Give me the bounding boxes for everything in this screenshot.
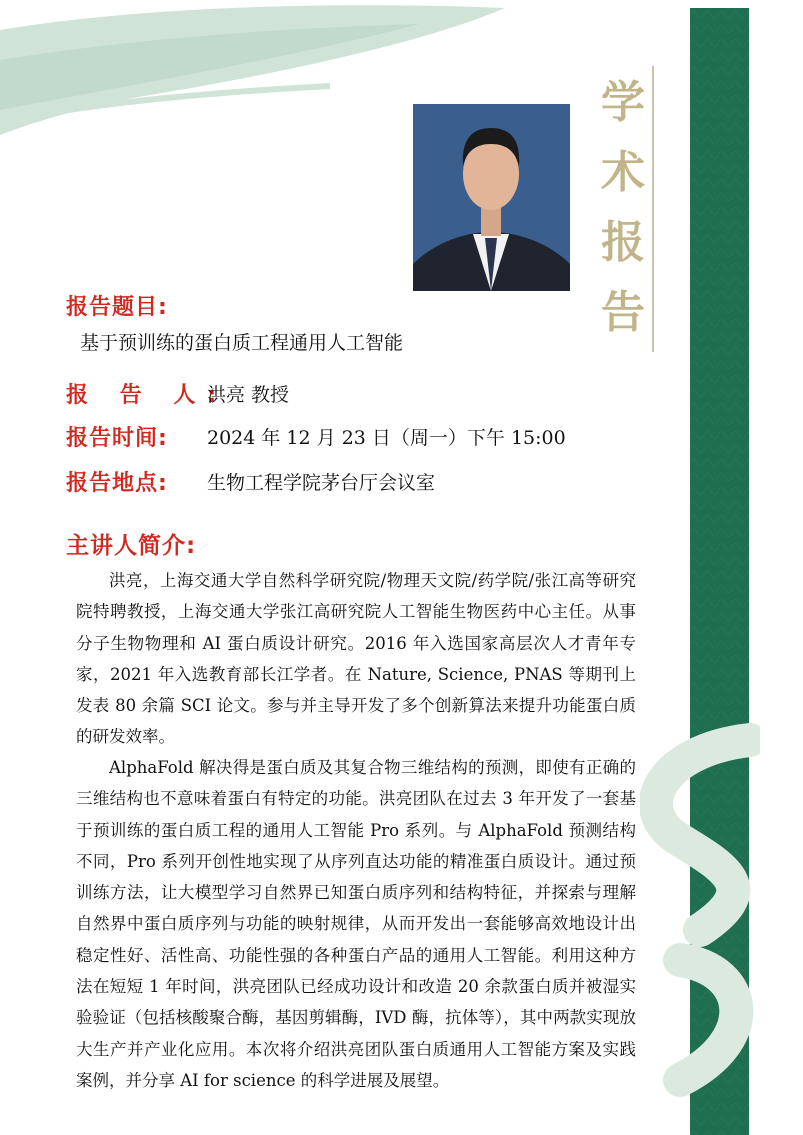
place-label: 报告地点:: [66, 471, 168, 496]
vertical-title-char: 告: [601, 287, 645, 338]
time-value: 2024 年 12 月 23 日（周一）下午 15:00: [207, 427, 566, 449]
title-divider-line: [652, 66, 654, 352]
time-label: 报告时间:: [66, 426, 168, 451]
place-value: 生物工程学院茅台厅会议室: [207, 472, 436, 494]
vertical-title: [594, 68, 652, 348]
intro-heading: 主讲人简介:: [66, 533, 197, 559]
intro-paragraph: AlphaFold 解决得是蛋白质及其复合物三维结构的预测，即使有正确的三维结构也不意味着蛋白有特定的功能。洪亮团队在过去 3 年开发了一套基于预训练的蛋白质工程的通用人工智能 Pro 系列。与 AlphaFold 预测结构不同，Pro 系列开创性地实现了从序列直达功能的精准蛋白质设计。通过预训练方法，让大模型学习自然界已知蛋白质序列和结构特征，并探索与理解自然界中蛋白质序列与功能的映射规律，从而开发出一套能够高效地设计出稳定性好、活性高、功能性强的各种蛋白产品的通用人工智能。利用这种方法在短短 1 年时间，洪亮团队已经成功设计和改造 20 余款蛋白质并被湿实验验证（包括核酸聚合酶，基因剪辑酶，IVD 酶，抗体等），其中两款实现放大生产并产业化应用。本次将介绍洪亮团队蛋白质通用人工智能方案及实践案例，并分享 AI for science 的科学进展及展望。: [76, 758, 636, 1090]
background-swoosh-decoration: [640, 720, 760, 1100]
speaker-portrait: [413, 104, 570, 291]
speaker-label: 报 告 人:: [66, 383, 229, 408]
vertical-title-char: 术: [601, 147, 645, 198]
speaker-value: 洪亮 教授: [207, 384, 290, 406]
vertical-title-char: 学: [601, 77, 645, 128]
topic-label: 报告题目:: [66, 295, 168, 320]
intro-paragraph: 洪亮，上海交通大学自然科学研究院/物理天文院/药学院/张江高等研究院特聘教授，上海交通大学张江高研究院人工智能生物医药中心主任。从事分子生物物理和 AI 蛋白质设计研究。2016 年入选国家高层次人才青年专家，2021 年入选教育部长江学者。在 Nature, Science, PNAS 等期刊上发表 80 余篇 SCI 论文。参与并主导开发了多个创新算法来提升功能蛋白质的研发效率。: [76, 571, 636, 747]
vertical-title-char: 报: [601, 217, 645, 268]
topic-value: 基于预训练的蛋白质工程通用人工智能: [80, 332, 404, 354]
